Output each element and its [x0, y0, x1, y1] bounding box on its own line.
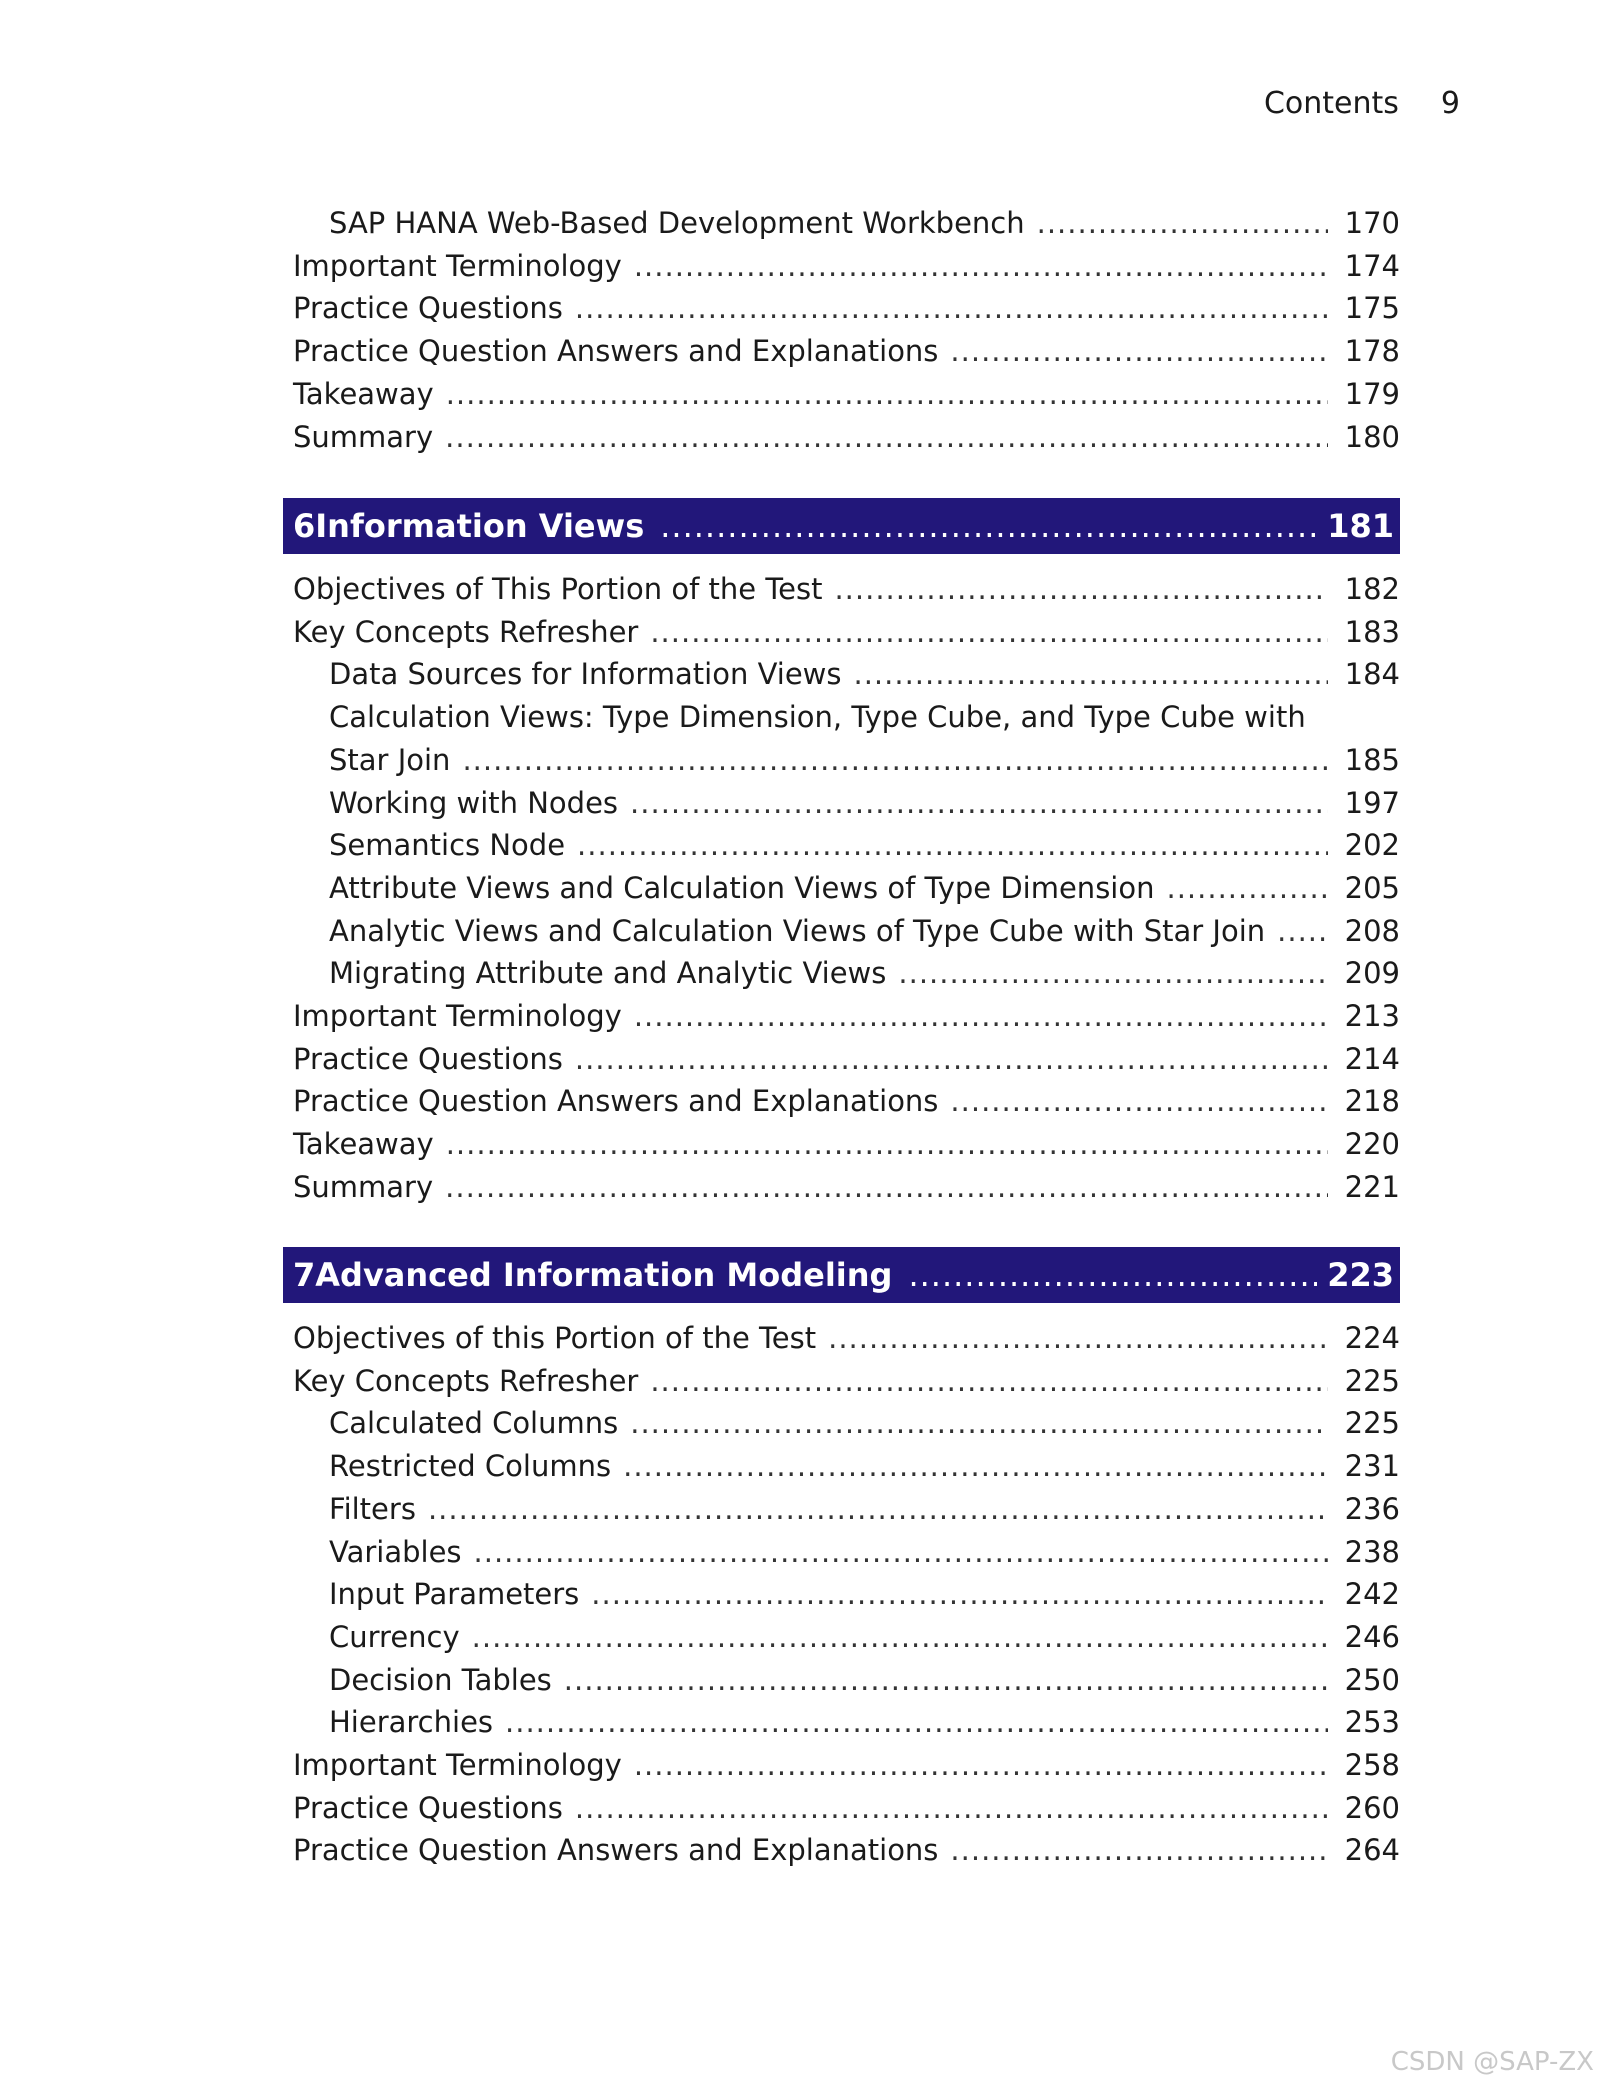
toc-entry-title: Decision Tables: [329, 1662, 552, 1697]
toc-entry-page: 182: [1344, 572, 1400, 606]
chapter-number: 6: [293, 507, 316, 545]
toc-entry[interactable]: [293, 330, 1400, 372]
toc-entry-page: 258: [1344, 1748, 1400, 1782]
dot-leader: [445, 1166, 1328, 1208]
dot-leader: [650, 611, 1328, 653]
toc-entry[interactable]: [293, 1787, 1400, 1829]
toc-entry[interactable]: [293, 416, 1400, 458]
toc-entry[interactable]: [293, 373, 1400, 415]
toc-entry-title: Summary: [293, 1169, 434, 1204]
toc-entry[interactable]: [329, 1616, 1400, 1658]
toc-entry-title: Migrating Attribute and Analytic Views: [329, 956, 887, 991]
toc-entry-page: 218: [1344, 1084, 1400, 1119]
toc-entry-title: Practice Questions: [293, 1790, 563, 1825]
toc-entry[interactable]: [329, 1531, 1400, 1573]
toc-entry[interactable]: [293, 1080, 1400, 1122]
toc-entry[interactable]: [293, 1829, 1400, 1871]
toc-entry-page: 260: [1344, 1790, 1400, 1825]
toc-entry-title: SAP HANA Web-Based Development Workbench: [329, 206, 1025, 240]
chapter-page: 181: [1327, 507, 1394, 545]
toc-entry-page: 205: [1344, 870, 1400, 905]
toc-entry[interactable]: [293, 1317, 1400, 1359]
toc-entry-page: 174: [1344, 248, 1400, 283]
toc-entry-page: 209: [1344, 956, 1400, 991]
toc-entry-title: Calculation Views: Type Dimension, Type Cube, and Type Cube with: [329, 700, 1306, 735]
toc-entry[interactable]: [329, 653, 1400, 695]
toc-entry-page: 242: [1344, 1577, 1400, 1612]
toc-entry[interactable]: [293, 1038, 1400, 1080]
toc-entry[interactable]: [329, 782, 1400, 824]
toc-entry-title: Objectives of this Portion of the Test: [293, 1321, 817, 1355]
page-header: [1263, 86, 1460, 121]
toc-entry-page: 170: [1344, 206, 1400, 240]
toc-entry[interactable]: [293, 1166, 1400, 1208]
toc-entry[interactable]: [329, 867, 1400, 909]
toc-entry-page: 250: [1344, 1662, 1400, 1697]
page-number: 9: [1440, 86, 1460, 121]
dot-leader: [828, 1317, 1328, 1359]
toc-entry-title: Practice Question Answers and Explanations: [293, 334, 939, 369]
toc-entry-title: Practice Questions: [293, 291, 563, 326]
toc-entry-title: Filters: [329, 1491, 416, 1526]
dot-leader: [1277, 910, 1328, 952]
toc-entry-title: Attribute Views and Calculation Views of Type Dimension: [329, 870, 1155, 905]
toc-entry[interactable]: [329, 1701, 1400, 1743]
chapter-page: 223: [1327, 1256, 1394, 1294]
toc-entry-title: Star Join: [329, 742, 451, 777]
chapter-title: Advanced Information Modeling: [315, 1256, 893, 1294]
dot-leader: [660, 507, 1317, 545]
dot-leader: [634, 245, 1328, 287]
dot-leader: [474, 1531, 1328, 1573]
toc-entry-page: 202: [1344, 828, 1400, 863]
toc-entry[interactable]: [329, 1445, 1400, 1487]
toc-entry-page: 253: [1344, 1705, 1400, 1740]
toc-entry[interactable]: [293, 287, 1400, 329]
dot-leader: [577, 824, 1328, 866]
toc-entry-page: 214: [1344, 1041, 1400, 1076]
toc-entry[interactable]: [293, 611, 1400, 653]
toc-entry[interactable]: [329, 696, 1400, 738]
toc-entry-page: 224: [1344, 1321, 1400, 1355]
toc-entry-title: Takeaway: [293, 376, 434, 411]
toc-entry-title: Restricted Columns: [329, 1449, 612, 1484]
dot-leader: [623, 1445, 1328, 1487]
dot-leader: [908, 1256, 1317, 1294]
toc-entry-page: 184: [1344, 657, 1400, 692]
toc-entry-page: 246: [1344, 1619, 1400, 1654]
toc-entry-title: Currency: [329, 1619, 460, 1654]
chapter-heading[interactable]: [283, 498, 1400, 554]
dot-leader: [575, 1038, 1328, 1080]
toc-entry-title: Variables: [329, 1534, 462, 1569]
toc-entry-page: 178: [1344, 334, 1400, 369]
toc-entry-page: 208: [1344, 913, 1400, 948]
toc-entry-title: Analytic Views and Calculation Views of Type Cube with Star Join: [329, 913, 1266, 948]
toc-entry-page: 197: [1344, 785, 1400, 820]
toc-entry[interactable]: [329, 1488, 1400, 1530]
toc-entry-title: Important Terminology: [293, 248, 622, 283]
dot-leader: [575, 287, 1328, 329]
toc-entry-page: 179: [1344, 376, 1400, 411]
dot-leader: [462, 739, 1328, 781]
toc-entry-title: Key Concepts Refresher: [293, 614, 639, 649]
toc-entry-page: 183: [1344, 614, 1400, 649]
chapter-number: 7: [293, 1256, 316, 1294]
dot-leader: [630, 782, 1328, 824]
toc-entry-page: 213: [1344, 999, 1400, 1033]
dot-leader: [630, 1402, 1328, 1444]
toc-entry[interactable]: [293, 1123, 1400, 1165]
running-head: Contents: [1263, 86, 1399, 121]
toc-entry-title: Hierarchies: [329, 1705, 494, 1740]
toc-entry-page: 220: [1344, 1127, 1400, 1162]
toc-entry-title: Input Parameters: [329, 1577, 580, 1612]
dot-leader: [564, 1659, 1328, 1701]
chapter-title: Information Views: [315, 507, 645, 545]
toc-entry[interactable]: [329, 910, 1400, 952]
toc-entry[interactable]: [329, 1659, 1400, 1701]
dot-leader: [591, 1573, 1328, 1615]
toc-entry-title: Important Terminology: [293, 999, 622, 1033]
toc-entry-title: Practice Questions: [293, 1041, 563, 1076]
toc-entry-page: 180: [1344, 419, 1400, 454]
toc-entry-page: 225: [1344, 1406, 1400, 1441]
dot-leader: [950, 330, 1328, 372]
dot-leader: [634, 1744, 1328, 1786]
dot-leader: [575, 1787, 1328, 1829]
toc-entry-title: Summary: [293, 419, 434, 454]
toc-entry-title: Data Sources for Information Views: [329, 657, 842, 692]
dot-leader: [834, 568, 1328, 610]
toc-entry-title: Objectives of This Portion of the Test: [293, 572, 823, 606]
toc-entry-page: 231: [1344, 1449, 1400, 1484]
toc-entry-title: Key Concepts Refresher: [293, 1363, 639, 1398]
toc-entry[interactable]: [293, 995, 1400, 1037]
chapter-heading[interactable]: [283, 1247, 1400, 1303]
dot-leader: [1037, 202, 1328, 244]
toc-entry-page: 264: [1344, 1833, 1400, 1868]
dot-leader: [505, 1701, 1328, 1743]
toc-entry[interactable]: [329, 824, 1400, 866]
toc-entry[interactable]: [293, 568, 1400, 610]
dot-leader: [428, 1488, 1328, 1530]
dot-leader: [650, 1360, 1328, 1402]
toc-entry[interactable]: [329, 1402, 1400, 1444]
toc-entry-title: Practice Question Answers and Explanations: [293, 1084, 939, 1119]
toc-entry[interactable]: [329, 739, 1400, 781]
toc-entry-page: 185: [1344, 742, 1400, 777]
dot-leader: [950, 1829, 1328, 1871]
dot-leader: [446, 1123, 1328, 1165]
dot-leader: [898, 952, 1328, 994]
toc-entry-title: Calculated Columns: [329, 1406, 619, 1441]
toc-entry-title: Takeaway: [293, 1127, 434, 1162]
dot-leader: [1166, 867, 1328, 909]
toc-entry-page: 225: [1344, 1363, 1400, 1398]
toc-entry-title: Working with Nodes: [329, 785, 619, 820]
toc-entry[interactable]: [329, 202, 1400, 244]
toc-entry-page: 175: [1344, 291, 1400, 326]
toc-entry-page: 221: [1344, 1169, 1400, 1204]
dot-leader: [854, 653, 1329, 695]
toc-entry[interactable]: [293, 1360, 1400, 1402]
dot-leader: [634, 995, 1328, 1037]
dot-leader: [950, 1080, 1328, 1122]
toc-entry-page: 236: [1344, 1491, 1400, 1526]
dot-leader: [472, 1616, 1328, 1658]
toc-entry[interactable]: [293, 1744, 1400, 1786]
toc-entry-page: 238: [1344, 1534, 1400, 1569]
dot-leader: [445, 416, 1328, 458]
toc-entry[interactable]: [329, 952, 1400, 994]
toc-entry[interactable]: [293, 245, 1400, 287]
watermark: CSDN @SAP-ZX: [1390, 2047, 1594, 2077]
toc-entry-title: Important Terminology: [293, 1748, 622, 1782]
toc-entry-title: Practice Question Answers and Explanations: [293, 1833, 939, 1868]
dot-leader: [446, 373, 1328, 415]
toc-entry[interactable]: [329, 1573, 1400, 1615]
toc-entry-title: Semantics Node: [329, 828, 566, 863]
